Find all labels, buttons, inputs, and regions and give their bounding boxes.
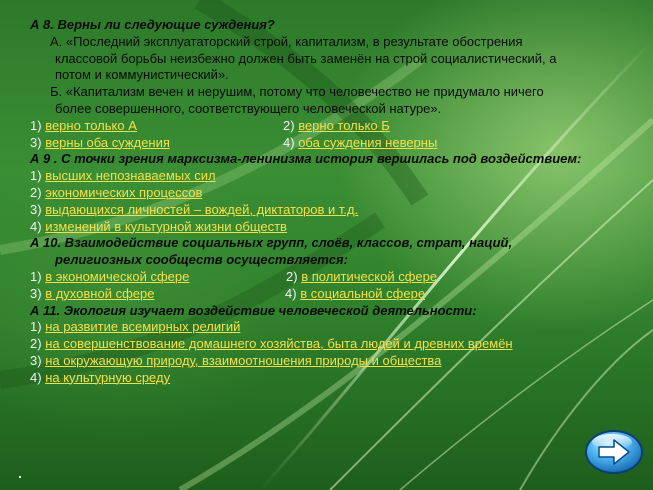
option-number: 3) — [30, 285, 42, 301]
quiz-content — [30, 17, 653, 387]
question-9-title: А 9 . С точки зрения марксизма-ленинизма история вершилась под воздействием: — [30, 151, 582, 167]
q10-option-4-link[interactable]: в социальной сфере — [300, 285, 426, 301]
answer-row — [30, 353, 653, 370]
q8-option-1-link[interactable]: верно только А — [45, 117, 137, 133]
q8-option-2-link[interactable]: верно только Б — [298, 117, 390, 133]
option-number: 4) — [285, 285, 297, 301]
answer-row — [30, 118, 653, 135]
option-number: 1) — [30, 319, 42, 335]
option-number: 4) — [30, 218, 42, 234]
question-10-title-cont: религиозных сообществ осуществляется: — [55, 252, 348, 268]
q9-option-2-link[interactable]: экономических процессов — [45, 184, 203, 200]
answer-row — [30, 336, 653, 353]
q9-option-1-link[interactable]: высших непознаваемых сил — [45, 168, 216, 184]
question-11-title: А 11. Экология изучает воздействие человеческой деятельности: — [30, 302, 477, 318]
answer-row — [30, 219, 653, 236]
option-number: 3) — [30, 201, 42, 217]
option-number: 2) — [30, 184, 42, 200]
answer-row — [30, 286, 653, 303]
q9-option-4-link[interactable]: изменений в культурной жизни обществ — [45, 218, 287, 234]
answer-row — [30, 202, 653, 219]
statement-a-line: потом и коммунистический». — [55, 67, 229, 83]
q11-option-3-link[interactable]: на окружающую природу, взаимоотношения природы и общества — [45, 352, 442, 368]
statement-b-line: Б. «Капитализм вечен и нерушим, потому что человечество не придумало ничего — [50, 84, 544, 100]
q11-option-1-link[interactable]: на развитие всемирных религий — [45, 319, 241, 335]
footer-mark — [19, 476, 21, 478]
option-number: 3) — [30, 352, 42, 368]
question-10-title: А 10. Взаимодействие социальных групп, слоёв, классов, страт, наций, — [30, 235, 513, 251]
q9-option-3-link[interactable]: выдающихся личностей – вождей, диктаторов и т.д. — [45, 201, 359, 217]
question-8-title: А 8. Верны ли следующие суждения? — [30, 17, 275, 32]
statement-b-line: более совершенного, соответствующего человеческой натуре». — [55, 100, 442, 116]
option-number: 4) — [30, 369, 42, 385]
answer-row — [30, 370, 653, 387]
option-number: 1) — [30, 268, 42, 284]
answer-row — [30, 185, 653, 202]
statement-a-line: А. «Последний эксплуататорский строй, капитализм, в результате обострения — [50, 33, 523, 49]
answer-row — [30, 269, 653, 286]
q8-option-4-link[interactable]: оба суждения неверны — [298, 134, 438, 150]
arrow-right-icon — [583, 428, 645, 476]
answer-row — [30, 135, 653, 152]
option-number: 1) — [30, 168, 42, 184]
statement-a-line: классовой борьбы неизбежно должен быть заменён на строй социалистический, а — [55, 50, 557, 66]
q11-option-4-link[interactable]: на культурную среду — [45, 369, 171, 385]
q10-option-2-link[interactable]: в политической сфере — [301, 268, 438, 284]
option-number: 2) — [30, 336, 42, 352]
q11-option-2-link[interactable]: на совершенствование домашнего хозяйства, быта людей и древних времён — [45, 336, 513, 352]
option-number: 2) — [283, 117, 295, 133]
option-number: 1) — [30, 117, 42, 133]
answer-row — [30, 168, 653, 185]
q10-option-1-link[interactable]: в экономической сфере — [45, 268, 190, 284]
q10-option-3-link[interactable]: в духовной сфере — [45, 285, 155, 301]
q8-option-3-link[interactable]: верны оба суждения — [45, 134, 170, 150]
answer-row — [30, 319, 653, 336]
option-number: 2) — [286, 268, 298, 284]
option-number: 4) — [283, 134, 295, 150]
next-slide-button[interactable] — [583, 428, 645, 476]
option-number: 3) — [30, 134, 42, 150]
